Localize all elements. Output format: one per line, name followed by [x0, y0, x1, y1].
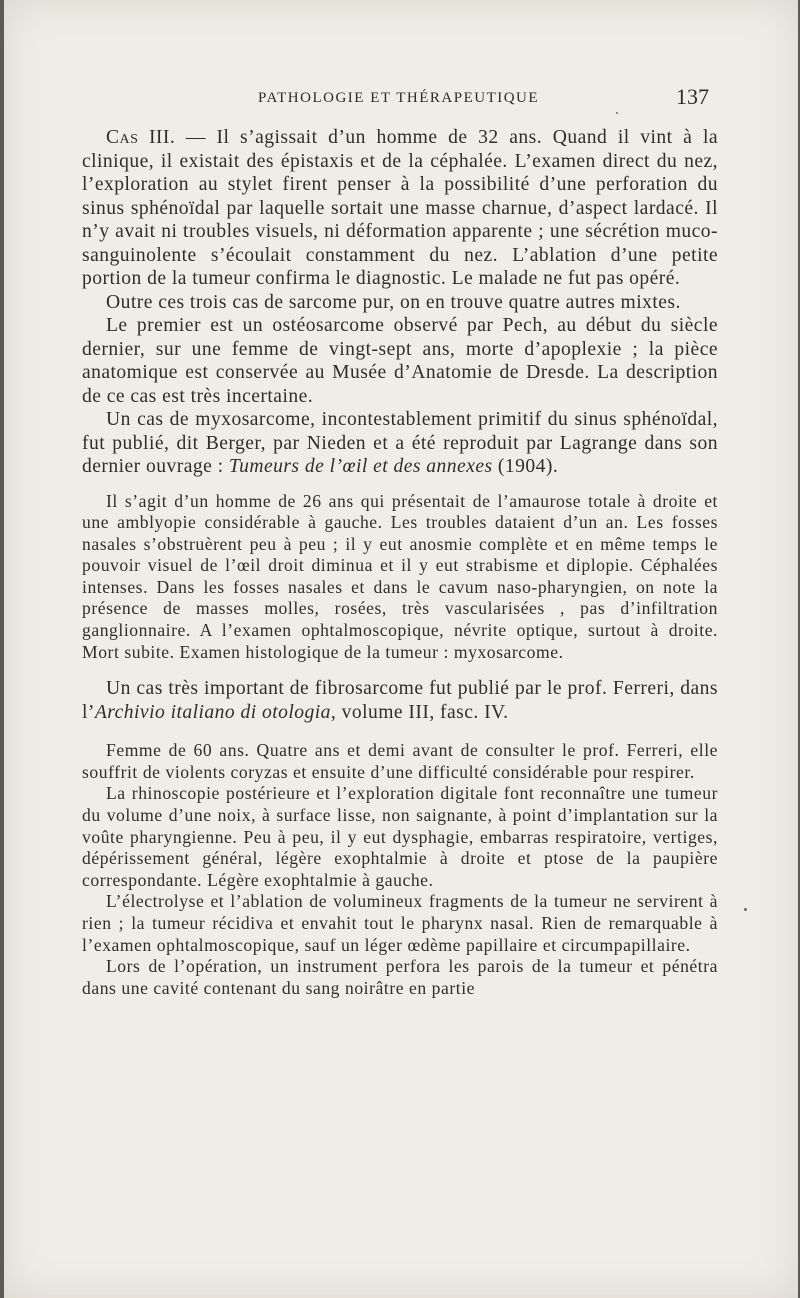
ferreri-observation-4: Lors de l’opération, un instrument perfora les parois de la tumeur et pénétra dans une cavité contenant du sang noirâtre en partie	[82, 956, 718, 998]
ferreri-observation-3: L’électrolyse et l’ablation de volumineux fragments de la tumeur ne servirent à rien ; la tumeur récidiva et envahit tout le pharynx nasal. Rien de remarquable à l’examen ophtalmoscopique, sauf un léger œdème papillaire et circumpapillaire.	[82, 891, 718, 955]
paper-speck	[616, 112, 618, 114]
myxosarcoma-year: (1904).	[492, 456, 559, 477]
case-three-paragraph	[82, 126, 718, 291]
journal-volume: , volume III, fasc. IV.	[330, 701, 509, 723]
running-title: PATHOLOGIE ET THÉRAPEUTIQUE	[258, 90, 540, 106]
pech-case-paragraph: Le premier est un ostéosarcome observé par Pech, au début du siècle dernier, sur une femme de vingt-sept ans, morte d’apoplexie ; la pièce anatomique est conservée au Musée d’Anatomie de Dresde. La description de ce cas est très incertaine.	[82, 315, 718, 407]
ferreri-observation-1: Femme de 60 ans. Quatre ans et demi avant de consulter le prof. Ferreri, elle souffrit de violents coryzas et ensuite d’une difficulté considérable pour respirer.	[82, 740, 718, 782]
book-page	[4, 0, 798, 1298]
fibrosarcoma-paragraph	[82, 677, 718, 724]
page-number: 137	[676, 84, 709, 109]
paper-speck	[744, 908, 747, 911]
ferreri-observation-2: La rhinoscopie postérieure et l’exploration digitale font reconnaître une tumeur du volume d’une noix, à surface lisse, non saignante, à point d’implantation sur la voûte pharyngienne. Peu à peu, il y eut dysphagie, embarras respiratoire, vertiges, dépérissement général, légère exophtalmie à droite et ptose de la paupière correspondante. Légère exophtalmie à gauche.	[82, 783, 718, 890]
case-three-text: III. — Il s’agissait d’un homme de 32 ans. Quand il vint à la clinique, il existait des épistaxis et de la céphalée. L’examen direct du nez, l’exploration au stylet firent penser à la possibilité d’une perforation du sinus sphénoïdal par laquelle sortait une masse charnue, d’aspect lardacé. Il n’y avait ni troubles visuels, ni déformation apparente ; une sécrétion muco-sanguinolente s’écoulait constamment du nez. L’ablation d’une petite portion de la tumeur confirma le diagnostic. Le malade ne fut pas opéré.	[82, 127, 718, 289]
myxosarcoma-observation: Il s’agit d’un homme de 26 ans qui présentait de l’amaurose totale à droite et une amblyopie considérable à gauche. Les troubles dataient d’un an. Les fosses nasales s’obstruèrent peu à peu ; il y eut anosmie complète et en même temps le pouvoir visuel de l’œil droit diminua et il y eut strabisme et diplopie. Céphalées intenses. Dans les fosses nasales et dans le cavum naso-pharyngien, on note la présence de masses molles, rosées, très vascularisées , pas d’infiltration ganglionnaire. A l’examen ophtalmoscopique, névrite optique, surtout à droite. Mort subite. Examen histologique de la tumeur : myxosarcome.	[82, 490, 718, 662]
fibrosarcoma-text: Un cas très important de fibrosarcome fut publié par le prof. Ferreri, dans l’	[82, 678, 718, 723]
case-label: Cas	[106, 127, 139, 148]
journal-title: Archivio italiano di otologia	[94, 701, 331, 723]
myxosarcoma-paragraph	[82, 408, 718, 479]
page-text	[82, 126, 718, 999]
book-title: Tumeurs de l’œil et des annexes	[228, 456, 493, 477]
myxosarcoma-text: Un cas de myxosarcome, incontestablement primitif du sinus sphénoïdal, fut publié, dit Berger, par Nieden et a été reproduit par Lagrange dans son dernier ouvrage :	[82, 409, 718, 477]
running-head	[4, 84, 798, 114]
mixed-cases-paragraph: Outre ces trois cas de sarcome pur, on en trouve quatre autres mixtes.	[106, 291, 681, 313]
